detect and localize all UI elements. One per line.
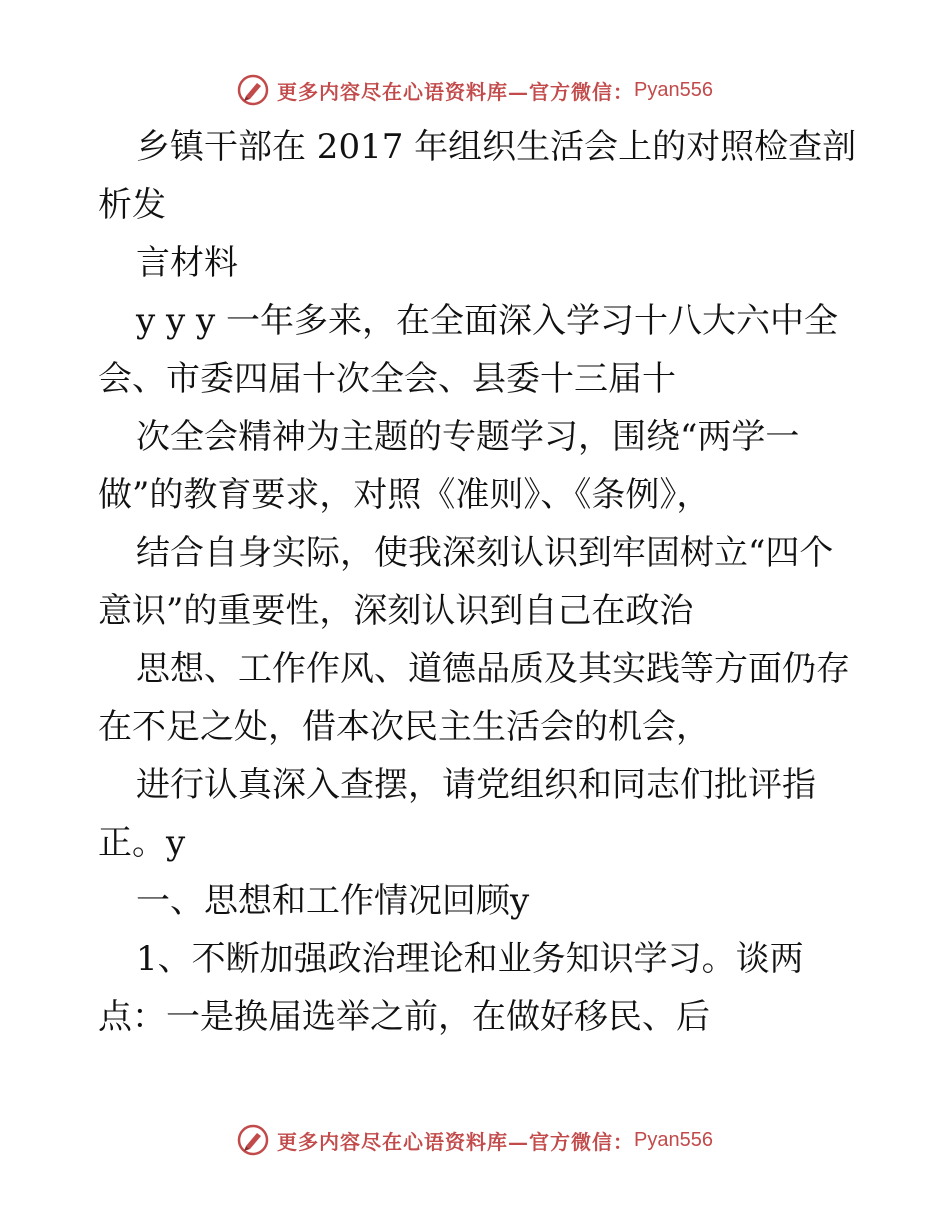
section-heading: 一、思想和工作情况回顾y <box>136 881 530 921</box>
pen-logo-icon <box>237 1124 269 1156</box>
text-line: 做”的教育要求，对照《准则》、《条例》， <box>98 475 711 515</box>
text-line: 进行认真深入查摆，请党组织和同志们批评指 <box>136 765 816 805</box>
footer-wechat-id: Pyan556 <box>634 1128 713 1151</box>
text-line: 乡镇干部在 2017 年组织生活会上的对照检查剖 <box>136 127 857 167</box>
header-slogan: 更多内容尽在心语资料库—官方微信： <box>277 79 635 104</box>
header-banner <box>0 70 950 110</box>
pen-logo-icon <box>237 74 269 106</box>
footer-banner <box>0 1120 950 1160</box>
text-line: y y y 一年多来，在全面深入学习十八大六中全 <box>136 301 839 341</box>
text-line: 会、市委四届十次全会、县委十三届十 <box>98 359 676 399</box>
header-wechat-id: Pyan556 <box>634 78 713 101</box>
text-line: 结合自身实际，使我深刻认识到牢固树立“四个 <box>136 533 834 573</box>
text-line: 意识”的重要性，深刻认识到自己在政治 <box>98 591 694 631</box>
text-line: 正。y <box>98 823 186 863</box>
text-line: 点：一是换届选举之前，在做好移民、后 <box>98 997 710 1037</box>
text-line: 在不足之处，借本次民主生活会的机会， <box>98 707 710 747</box>
footer-slogan: 更多内容尽在心语资料库—官方微信： <box>277 1129 635 1154</box>
text-line: 析发 <box>98 185 166 225</box>
document-body <box>98 118 858 1046</box>
text-line: 言材料 <box>136 243 238 283</box>
text-line: 次全会精神为主题的专题学习，围绕“两学一 <box>136 417 800 457</box>
text-line: 1、不断加强政治理论和业务知识学习。谈两 <box>136 939 804 979</box>
text-line: 思想、工作作风、道德品质及其实践等方面仍存 <box>136 649 850 689</box>
